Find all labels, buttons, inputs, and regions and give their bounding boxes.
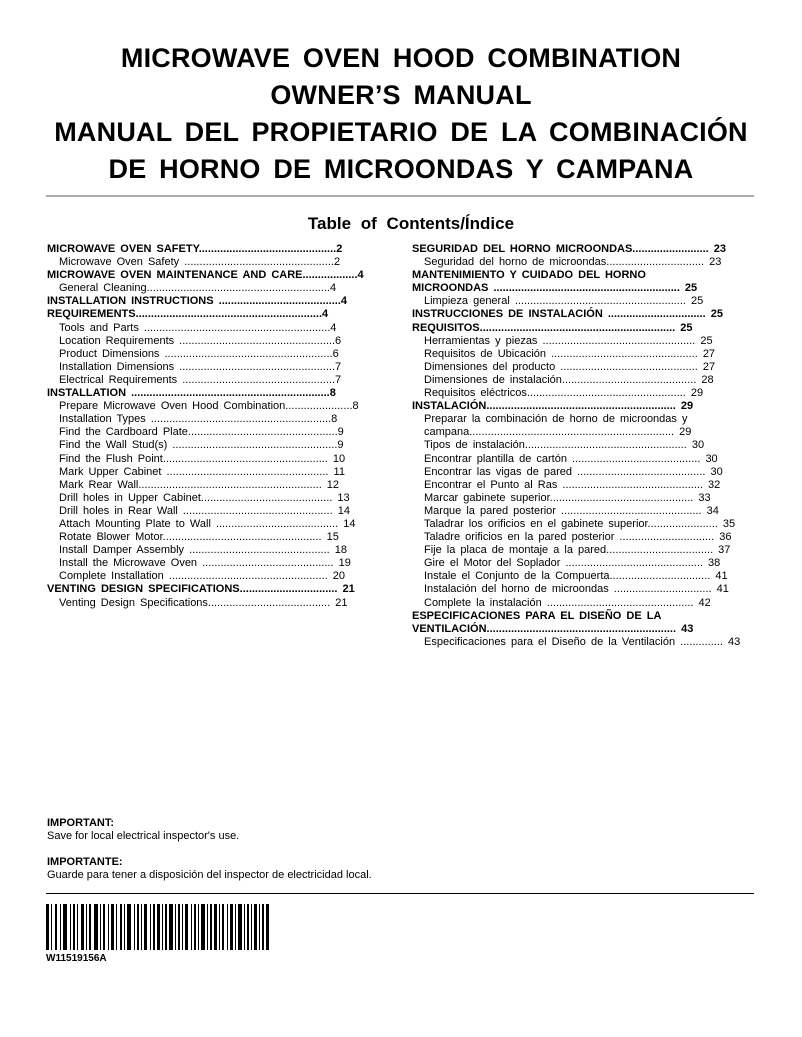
- toc-entry: Attach Mounting Plate to Wall ........................................ 14: [59, 517, 356, 530]
- toc-entry: Instale el Conjunto de la Compuerta................................. 41: [424, 570, 728, 583]
- toc-section-heading: INSTRUCCIONES DE INSTALACIÓN ................................ 25: [412, 308, 723, 321]
- title-line-2: OWNER’S MANUAL: [270, 80, 532, 110]
- title-line-3: MANUAL DEL PROPIETARIO DE LA COMBINACIÓN: [54, 117, 748, 147]
- toc-section-heading: INSTALLATION .................................................................8: [47, 387, 336, 400]
- toc-entry: Taladre orificios en la pared posterior ............................... 36: [424, 531, 732, 544]
- toc-entry: Marque la pared posterior .............................................. 34: [424, 504, 719, 517]
- part-number: W11519156A: [46, 953, 107, 964]
- toc-entry: Tools and Parts .............................................................4: [59, 321, 337, 334]
- toc-entry: Microwave Oven Safety .................................................2: [59, 256, 341, 269]
- toc-entry: Gire el Motor del Soplador ............................................. 38: [424, 557, 721, 570]
- toc-entry: Complete Installation .................................................... 20: [59, 570, 345, 583]
- toc-entry: Prepare Microwave Oven Hood Combination......................8: [59, 400, 359, 413]
- notice-heading: IMPORTANT:: [47, 817, 115, 829]
- toc-entry: Rotate Blower Motor.................................................... 15: [59, 531, 339, 544]
- toc-entry: Encontrar las vigas de pared .......................................... 30: [424, 465, 723, 478]
- title-line-1: MICROWAVE OVEN HOOD COMBINATION: [120, 43, 682, 73]
- toc-entry: Instalación del horno de microondas ................................ 41: [424, 583, 729, 596]
- title-divider: [46, 195, 754, 197]
- toc-entry: Tipos de instalación..................................................... 30: [424, 439, 705, 452]
- toc-entry: Limpieza general ........................................................ 25: [424, 295, 704, 308]
- important-notice-spanish: [47, 856, 372, 882]
- toc-section-heading: INSTALLATION INSTRUCTIONS ........................................4: [47, 295, 348, 308]
- toc-entry: Drill holes in Rear Wall ................................................. 14: [59, 504, 350, 517]
- toc-section-heading: VENTING DESIGN SPECIFICATIONS................................ 21: [47, 583, 355, 596]
- toc-entry: General Cleaning............................................................4: [59, 282, 337, 295]
- footer-divider: [46, 893, 754, 894]
- toc-section-heading: SEGURIDAD DEL HORNO MICROONDAS......................... 23: [412, 243, 727, 255]
- toc-entry: Find the Flush Point...................................................... 10: [59, 452, 346, 465]
- toc-entry: Install Damper Assembly .............................................. 18: [59, 544, 347, 557]
- toc-section-heading: MICROWAVE OVEN MAINTENANCE AND CARE..................4: [47, 269, 364, 282]
- toc-entry: Fije la placa de montaje a la pared................................... 37: [424, 544, 731, 557]
- toc-entry: Complete la instalación ................................................ 42: [424, 596, 711, 609]
- toc-entry: Encontrar plantilla de cartón .......................................... 30: [424, 452, 718, 465]
- toc-entry: Taladrar los orificios en el gabinete superior....................... 35: [424, 517, 736, 530]
- toc-entry: Drill holes in Upper Cabinet........................................... 13: [59, 491, 350, 504]
- toc-section-heading: REQUIREMENTS.............................................................4: [47, 308, 329, 321]
- toc-entry: Requisitos eléctricos.................................................... 29: [424, 387, 704, 400]
- toc-entry: campana................................................................... 29: [424, 426, 692, 439]
- toc-entry: Especificaciones para el Diseño de la Ventilación .............. 43: [424, 635, 741, 648]
- toc-entry: Dimensiones de instalación............................................ 28: [424, 373, 714, 386]
- important-notice-english: [47, 817, 239, 843]
- notice-heading: IMPORTANTE:: [47, 856, 123, 868]
- toc-entry: Dimensiones del producto ............................................. 27: [424, 360, 716, 373]
- notice-text: Save for local electrical inspector's use.: [47, 830, 240, 842]
- toc-entry: Mark Upper Cabinet ..................................................... 11: [59, 465, 345, 478]
- toc-entry: Preparar la combinación de horno de microondas y: [424, 413, 688, 426]
- toc-entry: Herramientas y piezas .................................................. 25: [424, 334, 713, 347]
- toc-section-heading: REQUISITOS................................................................ 25: [412, 321, 693, 334]
- toc-entry: Installation Dimensions ...................................................7: [59, 360, 342, 373]
- toc-column-english: [47, 243, 409, 610]
- toc-section-heading: MICROWAVE OVEN SAFETY.............................................2: [47, 243, 343, 255]
- toc-section-heading: INSTALACIÓN.............................................................. 29: [412, 400, 694, 413]
- toc-entry: Mark Rear Wall............................................................ 12: [59, 478, 340, 491]
- toc-section-heading: MANTENIMIENTO Y CUIDADO DEL HORNO: [412, 269, 646, 282]
- toc-entry: Marcar gabinete superior............................................... 33: [424, 491, 711, 504]
- toc-entry: Product Dimensions .......................................................6: [59, 347, 339, 360]
- toc-section-heading: VENTILACIÓN.............................................................. 43: [412, 622, 694, 635]
- toc-entry: Venting Design Specifications........................................ 21: [59, 596, 348, 609]
- barcode: [46, 904, 270, 950]
- toc-entry: Install the Microwave Oven ........................................... 19: [59, 557, 351, 570]
- document-title: [0, 40, 802, 188]
- toc-entry: Find the Cardboard Plate.................................................9: [59, 426, 344, 439]
- notice-text: Guarde para tener a disposición del inspector de electricidad local.: [47, 869, 372, 881]
- toc-section-heading: MICROONDAS ............................................................. 25: [412, 282, 698, 295]
- toc-entry: Find the Wall Stud(s) ......................................................9: [59, 439, 344, 452]
- toc-entry: Seguridad del horno de microondas................................ 23: [424, 256, 722, 269]
- toc-entry: Requisitos de Ubicación ................................................ 27: [424, 347, 716, 360]
- toc-heading: Table of Contents/Índice: [307, 214, 515, 233]
- toc-entry: Electrical Requirements ..................................................7: [59, 373, 342, 386]
- toc-section-heading: ESPECIFICACIONES PARA EL DISEÑO DE LA: [412, 609, 662, 622]
- toc-entry: Location Requirements ...................................................6: [59, 334, 342, 347]
- title-line-4: DE HORNO DE MICROONDAS Y CAMPANA: [108, 154, 694, 184]
- toc-entry: Installation Types ...........................................................8: [59, 413, 338, 426]
- toc-entry: Encontrar el Punto al Ras .............................................. 32: [424, 478, 721, 491]
- toc-column-spanish: [412, 243, 774, 649]
